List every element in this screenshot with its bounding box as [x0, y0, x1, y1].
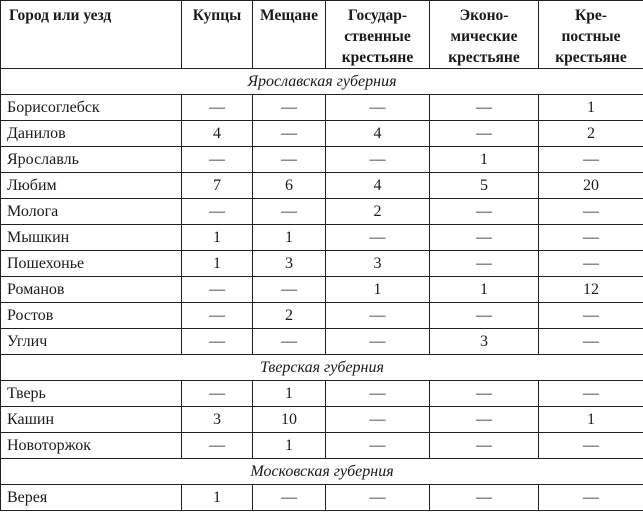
count-cell: 2	[539, 121, 643, 147]
count-cell: —	[430, 433, 539, 459]
count-cell: —	[539, 381, 643, 407]
table-row	[1, 251, 643, 277]
count-cell: 2	[326, 199, 430, 225]
count-cell: 1	[539, 407, 643, 433]
count-cell: 1	[182, 485, 253, 511]
count-cell: —	[253, 199, 326, 225]
count-cell: —	[182, 381, 253, 407]
header-row	[1, 1, 643, 69]
count-cell: 3	[182, 407, 253, 433]
count-cell: 7	[182, 173, 253, 199]
city-cell: Романов	[1, 277, 182, 303]
city-cell: Верея	[1, 485, 182, 511]
count-cell: —	[430, 199, 539, 225]
count-cell: —	[253, 277, 326, 303]
group-row	[1, 459, 643, 485]
count-cell: —	[253, 95, 326, 121]
count-cell: —	[430, 407, 539, 433]
count-cell: —	[253, 121, 326, 147]
table-row	[1, 329, 643, 355]
count-cell: —	[182, 199, 253, 225]
city-cell: Мышкин	[1, 225, 182, 251]
header-line: мические	[450, 28, 518, 45]
table-row	[1, 433, 643, 459]
header-townspeople	[253, 1, 326, 69]
count-cell: —	[326, 147, 430, 173]
count-cell: 20	[539, 173, 643, 199]
count-cell: —	[182, 433, 253, 459]
count-cell: —	[182, 147, 253, 173]
count-cell: —	[539, 225, 643, 251]
table-row	[1, 277, 643, 303]
count-cell: 2	[253, 303, 326, 329]
city-cell: Кашин	[1, 407, 182, 433]
count-cell: 3	[326, 251, 430, 277]
header-line: крестьяне	[341, 49, 414, 66]
city-cell: Углич	[1, 329, 182, 355]
count-cell: —	[430, 251, 539, 277]
count-cell: 4	[326, 173, 430, 199]
city-cell: Борисоглебск	[1, 95, 182, 121]
header-line: постные	[561, 28, 621, 45]
count-cell: 4	[182, 121, 253, 147]
count-cell: —	[539, 251, 643, 277]
header-line: крестьяне	[448, 49, 520, 66]
table-row	[1, 95, 643, 121]
group-row	[1, 69, 643, 95]
count-cell: —	[326, 329, 430, 355]
count-cell: —	[182, 303, 253, 329]
count-cell: 1	[182, 251, 253, 277]
count-cell: 1	[326, 277, 430, 303]
count-cell: —	[539, 147, 643, 173]
table-row	[1, 225, 643, 251]
table-row	[1, 173, 643, 199]
count-cell: 1	[430, 147, 539, 173]
header-line: Кре-	[575, 7, 607, 24]
table-body	[1, 69, 643, 511]
count-cell: 5	[430, 173, 539, 199]
header-state-peasants	[326, 1, 430, 69]
count-cell: —	[430, 485, 539, 511]
table-row	[1, 303, 643, 329]
header-line: Купцы	[192, 7, 242, 24]
count-cell: —	[539, 199, 643, 225]
count-cell: —	[326, 303, 430, 329]
group-title: Московская губерния	[1, 459, 643, 485]
city-cell: Пошехонье	[1, 251, 182, 277]
count-cell: —	[430, 303, 539, 329]
count-cell: —	[430, 121, 539, 147]
table-row	[1, 199, 643, 225]
count-cell: —	[430, 225, 539, 251]
header-economic-peasants	[430, 1, 539, 69]
count-cell: —	[539, 329, 643, 355]
count-cell: 6	[253, 173, 326, 199]
table-row	[1, 485, 643, 511]
count-cell: 3	[253, 251, 326, 277]
count-cell: 1	[539, 95, 643, 121]
count-cell: 3	[430, 329, 539, 355]
count-cell: —	[182, 95, 253, 121]
count-cell: —	[326, 95, 430, 121]
city-cell: Новоторжок	[1, 433, 182, 459]
count-cell: 1	[253, 433, 326, 459]
count-cell: —	[430, 95, 539, 121]
header-city	[1, 1, 182, 69]
count-cell: —	[182, 329, 253, 355]
group-title: Ярославская губерния	[1, 69, 643, 95]
count-cell: —	[430, 381, 539, 407]
group-row	[1, 355, 643, 381]
header-merchants	[182, 1, 253, 69]
count-cell: —	[326, 407, 430, 433]
count-cell: 1	[182, 225, 253, 251]
count-cell: 10	[253, 407, 326, 433]
count-cell: 1	[253, 225, 326, 251]
count-cell: —	[326, 485, 430, 511]
count-cell: —	[539, 433, 643, 459]
count-cell: 4	[326, 121, 430, 147]
count-cell: 1	[253, 381, 326, 407]
city-cell: Ростов	[1, 303, 182, 329]
count-cell: —	[182, 277, 253, 303]
count-cell: 1	[430, 277, 539, 303]
count-cell: 12	[539, 277, 643, 303]
count-cell: —	[253, 329, 326, 355]
header-line: Мещане	[260, 7, 318, 24]
count-cell: —	[326, 433, 430, 459]
table-row	[1, 121, 643, 147]
city-cell: Любим	[1, 173, 182, 199]
count-cell: —	[326, 381, 430, 407]
count-cell: —	[253, 147, 326, 173]
group-title: Тверская губерния	[1, 355, 643, 381]
count-cell: —	[326, 225, 430, 251]
header-line: Город или уезд	[9, 7, 112, 24]
table-row	[1, 147, 643, 173]
count-cell: —	[539, 485, 643, 511]
count-cell: —	[253, 485, 326, 511]
city-cell: Ярославль	[1, 147, 182, 173]
table-row	[1, 407, 643, 433]
header-line: Эконо-	[459, 7, 509, 24]
header-line: ственные	[344, 28, 411, 45]
city-cell: Тверь	[1, 381, 182, 407]
header-line: Государ-	[347, 7, 408, 24]
header-line: крестьяне	[555, 49, 627, 66]
table-row	[1, 381, 643, 407]
city-cell: Данилов	[1, 121, 182, 147]
city-cell: Молога	[1, 199, 182, 225]
count-cell: —	[539, 303, 643, 329]
header-serf-peasants	[539, 1, 643, 69]
